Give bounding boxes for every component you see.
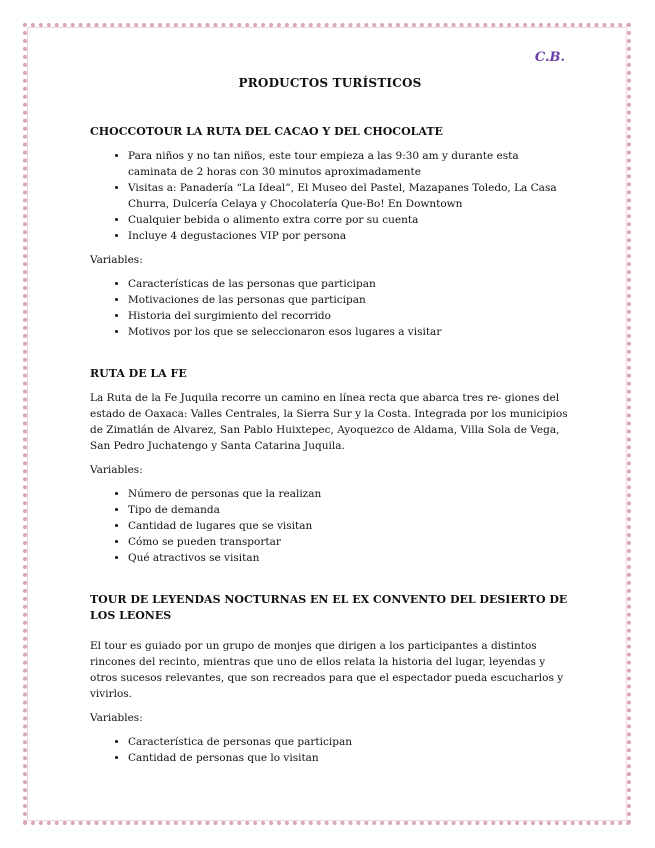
list-item: • Cómo se pueden transportar xyxy=(128,534,570,550)
list-item: • Motivos por los que se seleccionaron esos lugares a visitar xyxy=(128,324,570,340)
list-item: • Tipo de demanda xyxy=(128,502,570,518)
list-item: • Historia del surgimiento del recorrido xyxy=(128,308,570,324)
page-title: PRODUCTOS TURÍSTICOS xyxy=(238,76,422,90)
section-tour-leyendas xyxy=(90,592,570,766)
section-ruta-de-la-fe xyxy=(90,366,570,566)
list-item: • Cantidad de lugares que se visitan xyxy=(128,518,570,534)
list-item: • Cualquier bebida o alimento extra corre por su cuenta xyxy=(128,212,570,228)
variables-label: Variables: xyxy=(90,464,143,476)
bullet-list xyxy=(90,148,570,244)
list-item: • Para niños y no tan niños, este tour empieza a las 9:30 am y durante esta caminata de 2 horas con 30 minutos aproximadamente xyxy=(128,148,570,180)
list-item: • Características de las personas que participan xyxy=(128,276,570,292)
section-heading: RUTA DE LA FE xyxy=(90,367,187,380)
list-item: • Número de personas que la realizan xyxy=(128,486,570,502)
section-heading: TOUR DE LEYENDAS NOCTURNAS EN EL EX CONVENTO DEL DESIERTO DE LOS LEONES xyxy=(90,593,568,622)
variables-list xyxy=(90,734,570,766)
list-item: • Qué atractivos se visitan xyxy=(128,550,570,566)
variables-list xyxy=(90,276,570,340)
variables-list xyxy=(90,486,570,566)
list-item: • Cantidad de personas que lo visitan xyxy=(128,750,570,766)
variables-label: Variables: xyxy=(90,712,143,724)
list-item: • Motivaciones de las personas que participan xyxy=(128,292,570,308)
section-paragraph: La Ruta de la Fe Juquila recorre un camino en línea recta que abarca tres re- giones del estado de Oaxaca: Valles Centrales, la Sierra Sur y la Costa. Integrada por los municipios de Zimatlán de Alvarez, San Pablo Huixtepec, Ayoquezco de Aldama, Villa Sola de Vega, San Pedro Juchatengo y Santa Catarina Juquila. xyxy=(90,392,568,452)
section-heading: CHOCCOTOUR LA RUTA DEL CACAO Y DEL CHOCOLATE xyxy=(90,125,443,138)
list-item: • Visitas a: Panadería “La Ideal”, El Museo del Pastel, Mazapanes Toledo, La Casa Churra, Dulcería Celaya y Chocolatería Que-Bo! En Downtown xyxy=(128,180,570,212)
list-item: • Característica de personas que participan xyxy=(128,734,570,750)
variables-label: Variables: xyxy=(90,254,143,266)
list-item: • Incluye 4 degustaciones VIP por persona xyxy=(128,228,570,244)
section-paragraph: El tour es guiado por un grupo de monjes que dirigen a los participantes a distintos rincones del recinto, mientras que uno de ellos relata la historia del lugar, leyendas y otros sucesos relevantes, que son recreados para que el espectador pueda escucharlos y vivirlos. xyxy=(90,640,564,700)
document-body xyxy=(90,76,570,766)
author-initials: C.B. xyxy=(534,50,565,65)
section-chocotour xyxy=(90,124,570,340)
